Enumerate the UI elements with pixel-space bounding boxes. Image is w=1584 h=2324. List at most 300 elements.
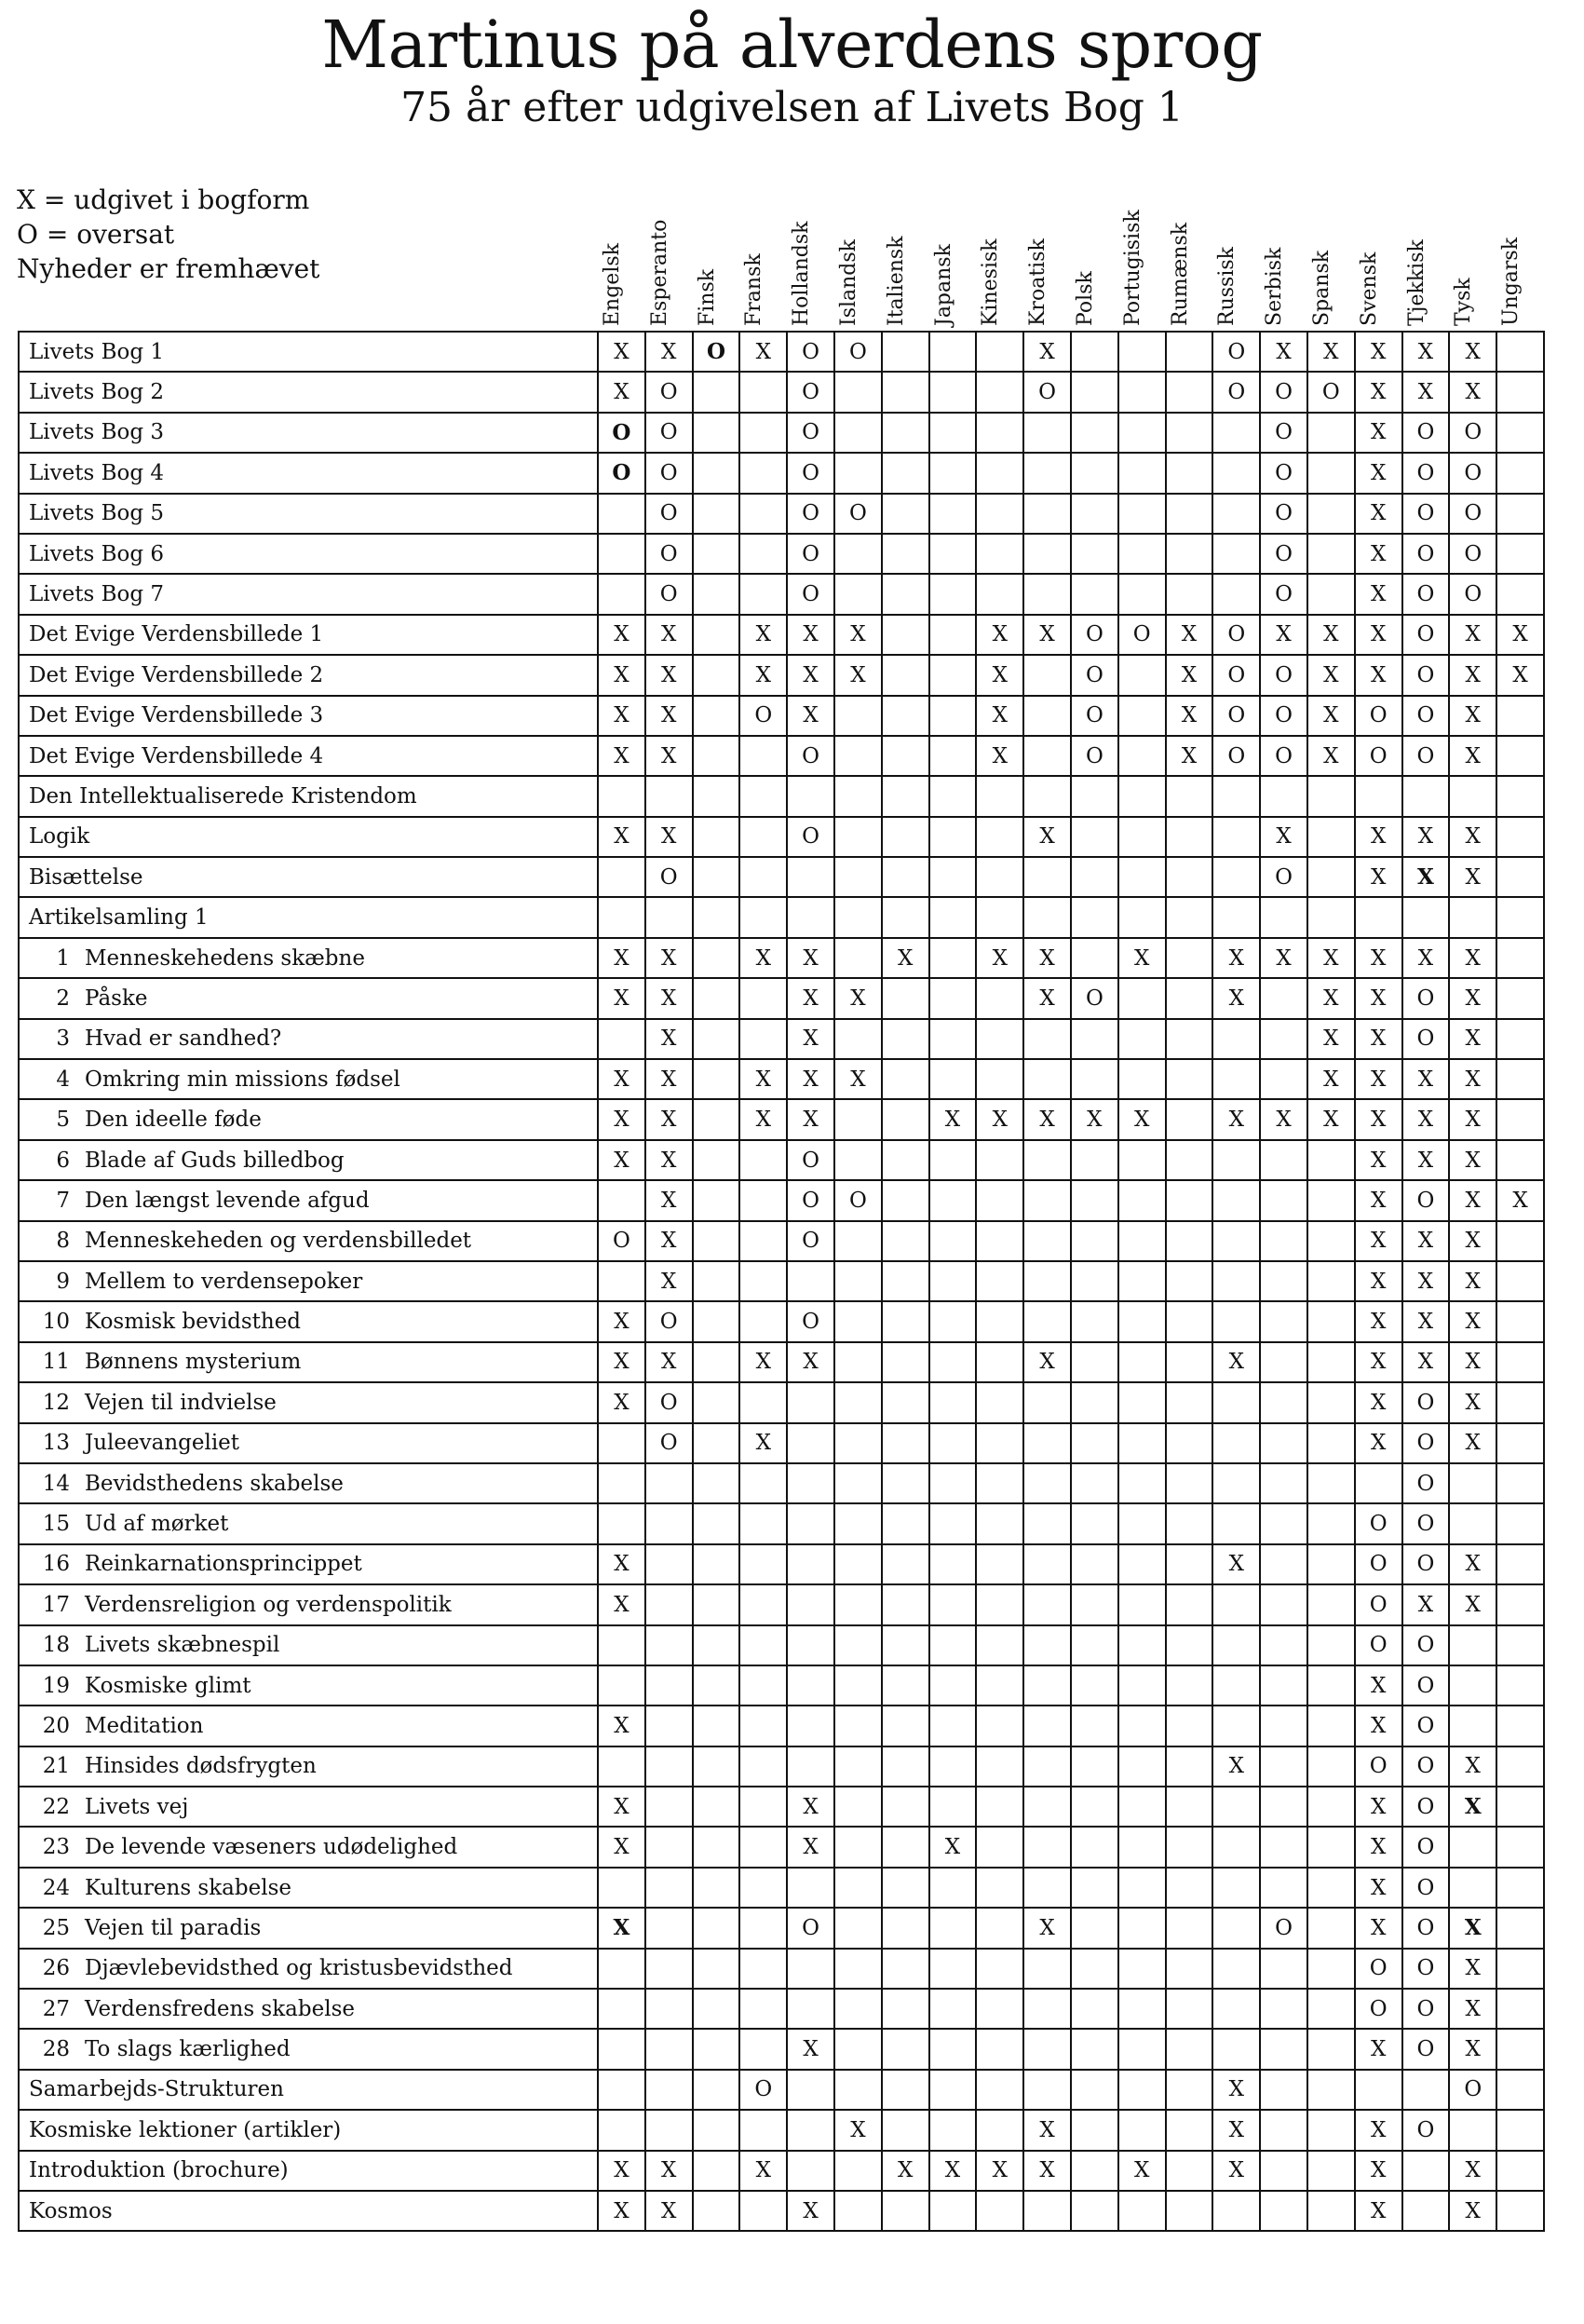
status-cell [929,1180,977,1220]
status-cell [787,1503,834,1543]
status-cell: O [1260,655,1307,695]
status-cell [882,413,929,453]
status-cell: X [645,2151,693,2191]
status-cell: X [1449,1342,1496,1382]
status-cell [693,2110,740,2150]
row-label [19,1584,598,1624]
row-title: Den Intellektualiserede Kristendom [29,783,417,809]
status-cell [834,1503,882,1543]
status-cell [1260,2151,1307,2191]
status-cell: X [1212,2070,1260,2110]
status-cell [1071,1503,1118,1543]
row-label [19,1787,598,1827]
column-header-label: Kroatisk [1026,238,1050,326]
table-row [19,1221,1544,1261]
status-cell [693,1140,740,1180]
table-row [19,2110,1544,2150]
status-cell [693,1221,740,1261]
row-title: Kosmiske lektioner (artikler) [29,2117,342,2142]
status-cell [1496,1584,1544,1624]
status-cell [693,1746,740,1787]
status-cell: O [1402,1746,1450,1787]
status-cell [1071,1706,1118,1746]
status-cell: X [1212,1746,1260,1787]
row-label [19,1342,598,1382]
row-title: Kulturens skabelse [85,1875,291,1900]
status-cell [976,1301,1023,1341]
status-cell: O [1402,1989,1450,2029]
status-cell [882,1908,929,1948]
status-cell [739,2029,787,2069]
status-cell [1118,776,1166,816]
status-cell: X [1402,1221,1450,1261]
status-cell [598,1665,645,1706]
status-cell [645,1544,693,1584]
status-cell [1260,1180,1307,1220]
status-cell [1449,1665,1496,1706]
status-cell [598,1503,645,1543]
row-title: Det Evige Verdensbillede 2 [29,662,324,687]
status-cell [976,978,1023,1018]
table-row [19,453,1544,493]
status-cell [1118,1584,1166,1624]
status-cell [1118,1625,1166,1665]
status-cell [598,857,645,897]
status-cell [1118,2191,1166,2231]
status-cell: X [834,615,882,655]
status-cell [834,1463,882,1503]
status-cell [1260,1423,1307,1463]
status-cell [1166,776,1213,816]
row-label [19,2110,598,2150]
status-cell: X [976,655,1023,695]
row-label [19,1625,598,1665]
status-cell [1402,897,1450,937]
status-cell [1166,2151,1213,2191]
status-cell [1496,1221,1544,1261]
status-cell [929,574,977,614]
column-header-label: Tysk [1452,278,1476,326]
status-cell: O [1260,857,1307,897]
status-cell [1071,897,1118,937]
status-cell [1496,1503,1544,1543]
status-cell [929,1544,977,1584]
status-cell [1071,1140,1118,1180]
status-cell [1118,1019,1166,1059]
status-cell [1212,413,1260,453]
status-cell [1118,897,1166,937]
status-cell [1307,1301,1355,1341]
column-header-label: Japansk [931,244,955,326]
status-cell: X [598,696,645,736]
row-label [19,1221,598,1261]
status-cell [882,1503,929,1543]
status-cell: X [645,736,693,776]
status-cell: X [1118,1099,1166,1139]
status-cell: O [1402,2029,1450,2069]
status-cell [1023,1140,1071,1180]
status-cell: X [1355,978,1402,1018]
status-cell [1118,2029,1166,2069]
status-cell: X [1307,736,1355,776]
row-number: 10 [42,1310,70,1335]
status-cell: O [1355,1949,1402,1989]
status-cell: X [1402,1261,1450,1301]
status-cell: X [787,978,834,1018]
status-cell [1071,857,1118,897]
row-label [19,1059,598,1099]
status-cell [976,1544,1023,1584]
status-cell: X [1496,655,1544,695]
status-cell [598,776,645,816]
status-cell: X [598,1584,645,1624]
status-cell [1118,1746,1166,1787]
status-cell [882,2029,929,2069]
status-cell [693,1059,740,1099]
status-cell [1212,1301,1260,1341]
status-cell [1496,1625,1544,1665]
status-cell [882,655,929,695]
status-cell [1260,1746,1307,1787]
status-cell [929,1665,977,1706]
status-cell [976,1059,1023,1099]
status-cell: X [976,615,1023,655]
status-cell: X [1166,696,1213,736]
status-cell: O [1402,1949,1450,1989]
row-number: 12 [42,1390,70,1415]
status-cell: X [645,938,693,978]
status-cell [1260,1989,1307,2029]
status-cell [1071,1787,1118,1827]
row-number: 19 [42,1673,70,1698]
status-cell [1071,1059,1118,1099]
status-cell: O [1071,655,1118,695]
status-cell [1260,897,1307,937]
status-cell [598,1261,645,1301]
status-cell: X [739,332,787,372]
status-cell [1307,1706,1355,1746]
status-cell: X [1212,978,1260,1018]
status-cell [929,1463,977,1503]
status-cell: X [645,2191,693,2231]
row-title: Kosmisk bevidsthed [85,1310,302,1335]
status-cell [1212,1503,1260,1543]
status-cell [1496,776,1544,816]
status-cell [693,534,740,574]
status-cell: X [1402,1059,1450,1099]
status-cell [1260,1665,1307,1706]
status-cell [1496,2029,1544,2069]
status-cell: O [1402,736,1450,776]
status-cell [1260,2070,1307,2110]
status-cell [1212,1221,1260,1261]
status-cell [1496,736,1544,776]
status-cell [693,1989,740,2029]
status-cell [1496,453,1544,493]
status-cell: X [1212,1099,1260,1139]
status-cell [1355,776,1402,816]
row-label [19,897,598,937]
status-cell: O [1402,1463,1450,1503]
status-cell [929,1787,977,1827]
status-cell [1118,1827,1166,1867]
status-cell [882,1423,929,1463]
status-cell [787,2151,834,2191]
status-cell [1307,1665,1355,1706]
column-header-label: Russisk [1215,247,1239,326]
status-cell [1307,2070,1355,2110]
status-cell [693,1827,740,1867]
status-cell: O [1307,372,1355,412]
status-cell [929,1503,977,1543]
status-cell [882,1584,929,1624]
page-title: Martinus på alverdens sprog [321,7,1263,83]
status-cell [1260,2110,1307,2150]
status-cell [739,1949,787,1989]
status-cell [1118,1221,1166,1261]
status-cell: O [1071,978,1118,1018]
status-cell [1260,1019,1307,1059]
status-cell [787,1625,834,1665]
status-cell [1166,1503,1213,1543]
status-cell [1023,1463,1071,1503]
status-cell: O [1212,332,1260,372]
column-header-label: Kinesisk [979,238,1003,326]
row-number: 14 [42,1471,70,1496]
status-cell [1496,857,1544,897]
status-cell [834,1301,882,1341]
row-label [19,1706,598,1746]
status-cell [1212,1180,1260,1220]
status-cell [1071,1423,1118,1463]
status-cell [1212,776,1260,816]
status-cell [929,736,977,776]
status-cell [834,1989,882,2029]
status-cell [1071,1019,1118,1059]
status-cell: O [1260,1908,1307,1948]
column-header [1304,250,1341,326]
status-cell: X [1307,332,1355,372]
status-cell [834,1625,882,1665]
status-cell [882,1140,929,1180]
status-cell [929,2110,977,2150]
row-title: Mellem to verdensepoker [85,1269,363,1294]
status-cell: X [1355,1423,1402,1463]
status-cell [1212,1625,1260,1665]
column-header-label: Portugisisk [1120,210,1144,326]
table-row [19,1140,1544,1180]
status-cell: X [1166,736,1213,776]
status-cell [693,1908,740,1948]
status-cell [1307,1787,1355,1827]
status-cell [1449,1503,1496,1543]
status-cell [1496,1908,1544,1948]
row-title: Menneskeheden og verdensbilledet [85,1229,472,1254]
row-label [19,413,598,453]
status-cell: X [739,1342,787,1382]
status-cell: O [1212,736,1260,776]
status-cell: X [1023,332,1071,372]
status-cell [834,1261,882,1301]
table-row [19,1099,1544,1139]
status-cell: X [1307,655,1355,695]
status-cell: X [787,615,834,655]
column-header [831,238,868,326]
status-cell [739,736,787,776]
status-cell [1166,1342,1213,1382]
status-cell: O [645,1301,693,1341]
status-cell [1023,453,1071,493]
status-cell [1166,1544,1213,1584]
status-cell: X [787,2029,834,2069]
row-title: Det Evige Verdensbillede 1 [29,622,324,647]
status-cell [976,1665,1023,1706]
column-header-label: Svensk [1357,251,1381,326]
row-number: 16 [42,1552,70,1577]
status-cell [1166,1463,1213,1503]
status-cell [1496,1989,1544,2029]
status-cell [834,1423,882,1463]
status-cell [1496,938,1544,978]
table-row [19,1989,1544,2029]
status-cell: O [1402,1180,1450,1220]
status-cell [929,1221,977,1261]
status-cell [1023,1827,1071,1867]
status-cell: X [1449,857,1496,897]
status-cell: O [1402,453,1450,493]
table-row [19,615,1544,655]
status-cell [1307,1423,1355,1463]
status-cell [976,1949,1023,1989]
status-cell [1166,1868,1213,1908]
status-cell [1166,857,1213,897]
status-cell [1166,1301,1213,1341]
status-cell [976,2070,1023,2110]
status-cell [1212,1908,1260,1948]
status-cell [1118,1140,1166,1180]
status-cell: X [1402,332,1450,372]
status-cell [1212,817,1260,857]
status-cell [834,1706,882,1746]
status-cell: O [834,494,882,534]
status-cell [1260,1342,1307,1382]
status-cell: O [1402,1544,1450,1584]
status-cell: X [1449,655,1496,695]
column-header [926,244,963,326]
status-cell [1023,1544,1071,1584]
status-cell [1071,1989,1118,2029]
column-header-label: Engelsk [601,243,624,326]
status-cell [693,2029,740,2069]
status-cell: X [598,1342,645,1382]
status-cell [1023,1949,1071,1989]
status-cell [929,413,977,453]
status-cell: O [1449,453,1496,493]
status-cell: X [787,1059,834,1099]
status-cell: X [739,1099,787,1139]
status-cell: O [1355,1544,1402,1584]
status-cell: X [1449,372,1496,412]
row-title: Reinkarnationsprincippet [85,1552,362,1577]
status-cell: O [1355,1989,1402,2029]
status-cell [1307,1827,1355,1867]
row-title: Det Evige Verdensbillede 4 [29,743,324,768]
status-cell: X [1355,534,1402,574]
column-header-label: Fransk [742,253,766,326]
status-cell [882,1989,929,2029]
status-cell [693,615,740,655]
status-cell [1118,978,1166,1018]
status-cell [1023,1584,1071,1624]
status-cell [1023,1059,1071,1099]
status-cell: X [787,696,834,736]
status-cell: X [1023,978,1071,1018]
status-cell [882,494,929,534]
status-cell: O [787,1140,834,1180]
column-header-label: Italiensk [884,236,908,326]
status-cell [739,1625,787,1665]
status-cell: X [1355,1665,1402,1706]
status-cell [1212,2029,1260,2069]
status-cell [929,1868,977,1908]
status-cell: O [787,534,834,574]
status-cell [739,857,787,897]
status-cell [1023,2029,1071,2069]
status-cell: O [1402,413,1450,453]
status-cell: X [1449,2191,1496,2231]
status-cell: X [1449,1180,1496,1220]
status-cell [929,857,977,897]
status-cell: X [645,1099,693,1139]
row-label [19,1301,598,1341]
status-cell [882,1868,929,1908]
table-row [19,494,1544,534]
status-cell: X [1355,817,1402,857]
status-cell [1307,2151,1355,2191]
status-cell [693,2151,740,2191]
row-title: Samarbejds-Strukturen [29,2077,284,2102]
status-cell [834,857,882,897]
status-cell [645,1503,693,1543]
status-cell [834,817,882,857]
status-cell: O [645,413,693,453]
status-cell [882,1059,929,1099]
status-cell [834,2070,882,2110]
status-cell: X [976,2151,1023,2191]
status-cell: O [598,413,645,453]
status-cell [1496,1140,1544,1180]
status-cell: X [882,2151,929,2191]
row-label [19,655,598,695]
status-cell [1307,2029,1355,2069]
status-cell [882,817,929,857]
column-header-label: Islandsk [837,238,860,326]
status-cell [834,2191,882,2231]
status-cell: X [787,2191,834,2231]
row-label [19,776,598,816]
status-cell: X [1307,978,1355,1018]
status-cell: O [739,2070,787,2110]
status-cell [1355,1463,1402,1503]
status-cell [929,776,977,816]
status-cell [645,1706,693,1746]
status-cell [1166,1059,1213,1099]
legend-o: O = oversat [17,219,175,250]
status-cell [834,1342,882,1382]
row-number: 2 [56,985,70,1011]
status-cell: O [1402,978,1450,1018]
status-cell [1118,1423,1166,1463]
